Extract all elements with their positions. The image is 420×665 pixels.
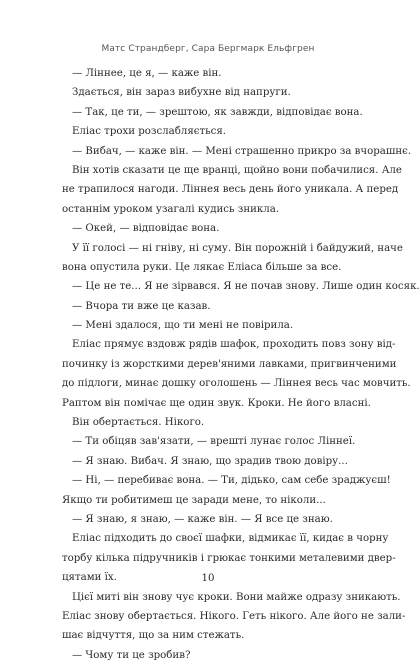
text-line: — Окей, — відповідає вона.: [72, 223, 220, 235]
text-line: — Ліннее, це я, — каже він.: [72, 68, 222, 79]
text-line: — Це не те... Я не зірвався. Я не почав знову. Лише один косяк.: [72, 281, 420, 293]
text-line: — Я знаю, я знаю, — каже він. — Я все це знаю.: [72, 513, 333, 525]
text-line: Еліас знову обертається. Нікого. Геть нікого. Але його не зали-: [62, 610, 406, 622]
text-line: Здається, він зараз вибухне від напруги.: [72, 87, 291, 99]
page-number: 10: [201, 573, 215, 584]
text-line: — Мені здалося, що ти мені не повірила.: [72, 320, 294, 332]
text-line: У її голосі — ні гніву, ні суму. Він порожній і байдужий, наче: [72, 242, 403, 254]
text-line: Еліас прямує вздовж рядів шафок, проходить повз зону від-: [72, 339, 396, 351]
text-line: — Ні, — перебиває вона. — Ти, дідько, сам себе зраджуєш!: [72, 475, 391, 487]
text-line: — Я знаю. Вибач. Я знаю, що зрадив твою довіру...: [72, 455, 348, 467]
text-line: останнім уроком узагалі кудись зникла.: [62, 203, 280, 215]
text-line: Якщо ти робитимеш це заради мене, то ніколи...: [62, 494, 326, 506]
text-line: торбу кілька підручників і грюкає тонкими металевими двер-: [62, 552, 396, 564]
text-line: — Чому ти це зробив?: [72, 649, 191, 661]
text-line: — Вибач, — каже він. — Мені страшенно прикро за вчорашнє.: [72, 145, 412, 157]
text-line: Еліас трохи розслабляється.: [72, 126, 227, 138]
text-line: починку із жорсткими дерев'яними лавками, пригвинченими: [62, 358, 397, 370]
running-head: Матс Страндберг, Сара Бергмарк Ельфгрен: [101, 44, 315, 54]
text-line: до підлоги, минає дошку оголошень — Ліннея весь час мовчить.: [62, 378, 411, 390]
text-line: Він хотів сказати це ще вранці, щойно вони побачилися. Але: [72, 164, 402, 176]
text-line: не трапилося нагоди. Ліннея весь день його уникала. А перед: [62, 184, 399, 196]
text-line: шає відчуття, що за ним стежать.: [62, 630, 245, 642]
text-line: Еліас підходить до своєї шафки, відмикає її, кидає в чорну: [72, 533, 389, 545]
text-line: — Ти обіцяв зав'язати, — врешті лунає голос Ліннеї.: [72, 436, 356, 448]
text-line: цятами їх.: [62, 572, 117, 584]
text-line: вона опустила руки. Це лякає Еліаса більше за все.: [62, 261, 342, 273]
text-line: — Так, це ти, — зрештою, як завжди, відповідає вона.: [72, 106, 363, 118]
text-line: — Вчора ти вже це казав.: [72, 300, 211, 312]
text-line: Цієї миті він знову чує кроки. Вони майже одразу зникають.: [72, 591, 401, 603]
text-line: Раптом він помічає ще один звук. Кроки. Не його власні.: [62, 397, 371, 409]
text-line: Він обертається. Нікого.: [72, 417, 205, 429]
